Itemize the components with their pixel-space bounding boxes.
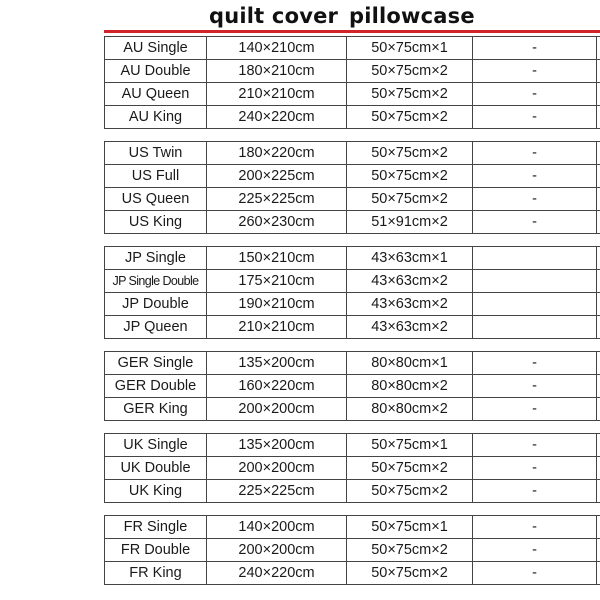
size-name-cell: AU Single: [105, 37, 207, 59]
pillowcase-size-cell: 50×75cm×2: [347, 188, 473, 210]
size-name-cell: JP Single Double: [105, 270, 207, 292]
pillowcase-size-cell: 80×80cm×1: [347, 352, 473, 374]
size-name-cell: JP Queen: [105, 316, 207, 338]
quilt-cover-size-cell: 225×225cm: [207, 188, 347, 210]
pillowcase-size-cell: 51×91cm×2: [347, 211, 473, 233]
pillowcase-size-cell: 50×75cm×2: [347, 562, 473, 584]
pillowcase-size-cell: 43×63cm×2: [347, 316, 473, 338]
extra-cell: -: [473, 352, 597, 374]
size-name-cell: US King: [105, 211, 207, 233]
size-name-cell: JP Single: [105, 247, 207, 269]
table-row: [104, 374, 600, 397]
table-row: [104, 210, 600, 234]
extra-cell: -: [473, 398, 597, 420]
size-group-us: [104, 141, 600, 234]
size-name-cell: US Twin: [105, 142, 207, 164]
quilt-cover-size-cell: 180×210cm: [207, 60, 347, 82]
size-group-au: [104, 36, 600, 129]
size-group-fr: [104, 515, 600, 585]
extra-cell: -: [473, 211, 597, 233]
table-row: [104, 538, 600, 561]
quilt-cover-size-cell: 190×210cm: [207, 293, 347, 315]
pillowcase-size-cell: 50×75cm×2: [347, 83, 473, 105]
extra-cell: -: [473, 516, 597, 538]
size-table: [104, 36, 600, 585]
table-row: [104, 164, 600, 187]
quilt-cover-size-cell: 135×200cm: [207, 352, 347, 374]
size-name-cell: GER Double: [105, 375, 207, 397]
quilt-cover-size-cell: 210×210cm: [207, 316, 347, 338]
quilt-cover-size-cell: 200×200cm: [207, 398, 347, 420]
pillowcase-size-cell: 50×75cm×2: [347, 60, 473, 82]
extra-cell: -: [473, 375, 597, 397]
extra-cell: -: [473, 457, 597, 479]
pillowcase-size-cell: 50×75cm×2: [347, 539, 473, 561]
pillowcase-size-cell: 50×75cm×1: [347, 516, 473, 538]
table-header: [0, 2, 600, 32]
extra-cell: [473, 293, 597, 315]
size-name-cell: UK Single: [105, 434, 207, 456]
size-group-ger: [104, 351, 600, 421]
table-row: [104, 82, 600, 105]
size-name-cell: AU Double: [105, 60, 207, 82]
table-row: [104, 59, 600, 82]
pillowcase-size-cell: 50×75cm×2: [347, 165, 473, 187]
quilt-cover-size-cell: 175×210cm: [207, 270, 347, 292]
pillowcase-size-cell: 50×75cm×2: [347, 457, 473, 479]
table-row: [104, 515, 600, 538]
extra-cell: -: [473, 434, 597, 456]
size-name-cell: GER King: [105, 398, 207, 420]
size-group-uk: [104, 433, 600, 503]
table-row: [104, 246, 600, 269]
extra-cell: -: [473, 60, 597, 82]
size-name-cell: FR Double: [105, 539, 207, 561]
quilt-cover-size-cell: 150×210cm: [207, 247, 347, 269]
size-name-cell: JP Double: [105, 293, 207, 315]
quilt-cover-size-cell: 200×200cm: [207, 539, 347, 561]
quilt-cover-size-cell: 180×220cm: [207, 142, 347, 164]
pillowcase-heading: pillowcase: [349, 4, 475, 28]
extra-cell: -: [473, 142, 597, 164]
size-name-cell: FR King: [105, 562, 207, 584]
extra-cell: -: [473, 37, 597, 59]
quilt-cover-size-cell: 140×210cm: [207, 37, 347, 59]
size-name-cell: AU Queen: [105, 83, 207, 105]
quilt-cover-size-cell: 260×230cm: [207, 211, 347, 233]
table-row: [104, 269, 600, 292]
extra-cell: -: [473, 539, 597, 561]
extra-cell: [473, 316, 597, 338]
pillowcase-size-cell: 50×75cm×1: [347, 37, 473, 59]
extra-cell: -: [473, 188, 597, 210]
quilt-cover-size-cell: 140×200cm: [207, 516, 347, 538]
size-name-cell: FR Single: [105, 516, 207, 538]
pillowcase-size-cell: 43×63cm×2: [347, 293, 473, 315]
extra-cell: -: [473, 165, 597, 187]
table-row: [104, 479, 600, 503]
size-name-cell: AU King: [105, 106, 207, 128]
size-name-cell: UK King: [105, 480, 207, 502]
table-row: [104, 456, 600, 479]
size-name-cell: US Full: [105, 165, 207, 187]
table-row: [104, 397, 600, 421]
table-row: [104, 105, 600, 129]
pillowcase-size-cell: 43×63cm×2: [347, 270, 473, 292]
extra-cell: [473, 270, 597, 292]
extra-cell: -: [473, 562, 597, 584]
size-name-cell: UK Double: [105, 457, 207, 479]
extra-cell: [473, 247, 597, 269]
quilt-cover-size-cell: 210×210cm: [207, 83, 347, 105]
table-row: [104, 561, 600, 585]
pillowcase-size-cell: 50×75cm×2: [347, 142, 473, 164]
table-row: [104, 187, 600, 210]
size-group-jp: [104, 246, 600, 339]
quilt-cover-heading: quilt cover: [209, 4, 339, 28]
pillowcase-size-cell: 80×80cm×2: [347, 375, 473, 397]
quilt-cover-size-cell: 240×220cm: [207, 562, 347, 584]
pillowcase-size-cell: 50×75cm×1: [347, 434, 473, 456]
quilt-cover-size-cell: 135×200cm: [207, 434, 347, 456]
quilt-cover-size-cell: 225×225cm: [207, 480, 347, 502]
table-row: [104, 315, 600, 339]
pillowcase-size-cell: 43×63cm×1: [347, 247, 473, 269]
extra-cell: -: [473, 106, 597, 128]
extra-cell: -: [473, 83, 597, 105]
header-divider: [104, 30, 600, 33]
size-name-cell: US Queen: [105, 188, 207, 210]
table-row: [104, 141, 600, 164]
pillowcase-size-cell: 50×75cm×2: [347, 106, 473, 128]
pillowcase-size-cell: 80×80cm×2: [347, 398, 473, 420]
quilt-cover-size-cell: 240×220cm: [207, 106, 347, 128]
extra-cell: -: [473, 480, 597, 502]
size-name-cell: GER Single: [105, 352, 207, 374]
table-row: [104, 433, 600, 456]
pillowcase-size-cell: 50×75cm×2: [347, 480, 473, 502]
table-row: [104, 36, 600, 59]
quilt-cover-size-cell: 200×225cm: [207, 165, 347, 187]
quilt-cover-size-cell: 200×200cm: [207, 457, 347, 479]
quilt-cover-size-cell: 160×220cm: [207, 375, 347, 397]
table-row: [104, 351, 600, 374]
table-row: [104, 292, 600, 315]
